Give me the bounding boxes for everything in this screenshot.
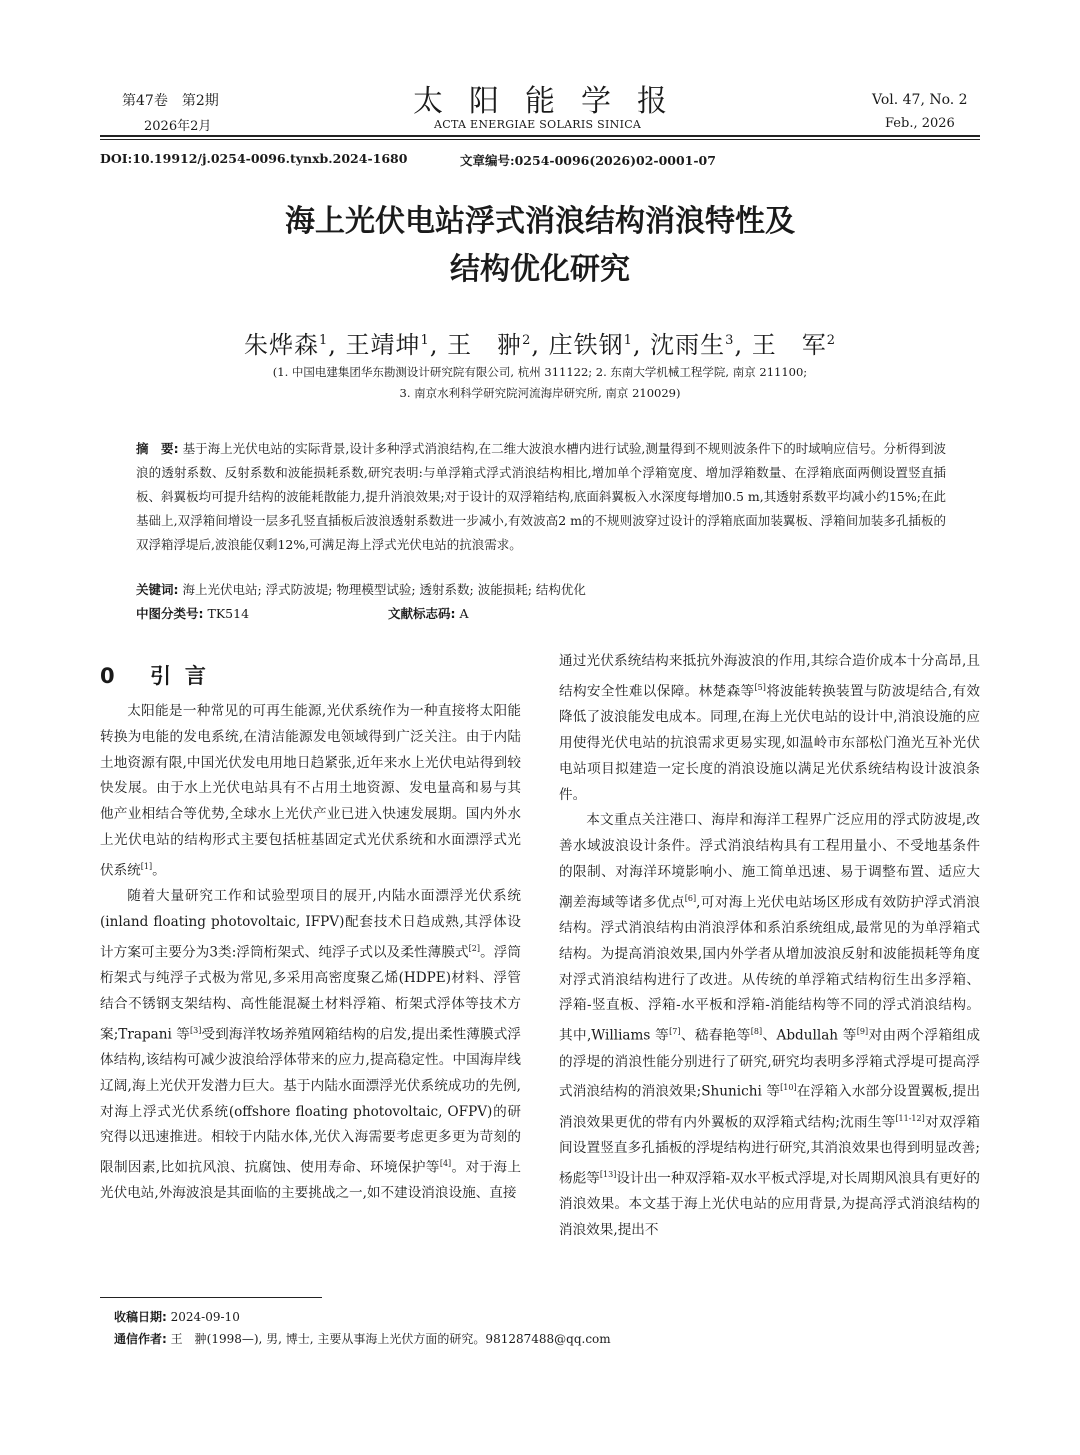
abstract-text: 基于海上光伏电站的实际背景,设计多种浮式消浪结构,在二维大波浪水槽内进行试验,测量得到不规则波条件下的时域响应信号。分析得到波浪的透射系数、反射系数和波能损耗系数,研究表明:与单浮箱式浮式消浪结构相比,增加单个浮箱宽度、增加浮箱数量、在浮箱底面两侧设置竖直插板、斜翼板均可提升结构的波能耗散能力,提升消浪效果;对于设计的双浮箱结构,底面斜翼板入水深度每增加0.5 m,其透射系数平均减小约15%;在此基础上,双浮箱间增设一层多孔竖直插板后波浪透射系数进一步减小,有效波高2 m的不规则波穿过设计的浮箱底面加装翼板、浮箱间加装多孔插板的双浮箱浮堤后,波浪能仅剩12%,可满足海上浮式光伏电站的抗浪需求。 (136, 441, 946, 552)
paragraph-text: 将波能转换装置与防波堤结合,有效降低了波浪能发电成本。同理,在海上光伏电站的设计中,消浪设施的应用使得光伏电站的抗浪需求更易实现,如温岭市东部松门渔光互补光伏电站项目拟建造一定长度的消浪设施以满足光伏系统结构设计波浪条件。 (559, 683, 980, 803)
author-affiliation: 1 (318, 333, 329, 348)
right-column (559, 649, 980, 1244)
author: 庄铁钢 (548, 331, 624, 359)
author: 沈雨生 (650, 331, 726, 359)
doi: DOI:10.19912/j.0254-0096.tynxb.2024-1680 (100, 151, 408, 166)
citation: [11-12] (895, 1113, 925, 1123)
paragraph-text: 。 (152, 862, 166, 879)
paragraph (100, 884, 521, 1207)
clc-code: TK514 (207, 606, 250, 621)
volume-issue-en: Vol. 47, No. 2 (872, 92, 968, 108)
paragraph-text: 、Abdullah 等 (762, 1027, 857, 1044)
received-label: 收稿日期: (114, 1310, 167, 1324)
paragraph-text: 设计出一种双浮箱-双水平板式浮堤,对长周期风浪具有更好的消浪效果。本文基于海上光伏电站的应用背景,为提高浮式消浪结构的消浪效果,提出不 (559, 1170, 980, 1238)
paragraph (559, 808, 980, 1243)
footnote-rule (100, 1297, 322, 1298)
keywords (136, 578, 946, 602)
article-number: 文章编号:0254-0096(2026)02-0001-07 (460, 153, 716, 168)
author: 朱烨森 (243, 331, 319, 359)
header-rule-thin (100, 139, 980, 140)
citation: [6] (684, 893, 697, 903)
corresponding-value: 王 翀(1998—), 男, 博士, 主要从事海上光伏方面的研究。981287488@qq.com (170, 1332, 611, 1346)
date-en: Feb., 2026 (885, 116, 955, 131)
author: 王靖坤 (345, 331, 421, 359)
keywords-label: 关键词: (136, 582, 179, 597)
section-title: 引言 (149, 664, 220, 688)
citation: [4] (439, 1159, 452, 1169)
clc-label: 中图分类号: (136, 606, 204, 621)
date-cn: 2026年2月 (144, 119, 212, 134)
author: 王 军 (751, 331, 827, 359)
author-affiliation: 3 (725, 333, 735, 348)
received-date (114, 1306, 240, 1328)
volume-issue-cn: 第47卷 第2期 (122, 93, 219, 109)
author-list: 朱烨森$^1$, 王靖坤$^1$, 王 翀$^2$, 庄铁钢$^1$, 沈雨生$^3$, 王 军$^2$ (243, 331, 836, 359)
paragraph (559, 649, 980, 808)
citation: [3] (190, 1025, 202, 1035)
affiliation-line1: (1. 中国电建集团华东勘测设计研究院有限公司, 杭州 311122; 2. 东南大学机械工程学院, 南京 211100; (272, 365, 808, 379)
citation: [9] (856, 1027, 869, 1037)
author-affiliation: 1 (623, 333, 633, 348)
paragraph-text: 在浮箱入水部分设置翼板,提出消浪效果更优的带有内外翼板的双浮箱式结构;沈雨生等 (559, 1083, 980, 1131)
received-value: 2024-09-10 (170, 1310, 240, 1324)
left-column (100, 699, 521, 1207)
paragraph-text: 本文重点关注港口、海岸和海洋工程界广泛应用的浮式防波堤,改善水域波浪设计条件。浮式消浪结构具有工程用量小、不受地基条件的限制、对海洋环境影响小、施工简单迅速、易于调整布置、适应大潮差海域等诸多优点 (559, 812, 980, 911)
paper-title-line1: 海上光伏电站浮式消浪结构消浪特性及 (285, 204, 795, 239)
section-heading (100, 660, 220, 690)
citation: [7] (669, 1027, 681, 1037)
paragraph-text: 随着大量研究工作和试验型项目的展开,内陆水面漂浮光伏系统(inland floating photovoltaic, IFPV)配套技术日趋成熟,其浮体设计方案可主要分为3类:浮筒桁架式、纯浮子式以及柔性薄膜式 (100, 888, 521, 961)
paragraph-text: 。浮筒桁架式与纯浮子式极为常见,多采用高密度聚乙烯(HDPE)材料、浮管结合不锈钢支架结构、高性能混凝土材料浮箱、桁架式浮体等技术方案;Trapani 等 (100, 944, 521, 1043)
paragraph-text: ,可对海上光伏电站场区形成有效防护浮式消浪结构。浮式消浪结构由消浪浮体和系泊系统组成,最常见的为单浮箱式结构。为提高消浪效果,国内外学者从增加波浪反射和波能损耗等角度对浮式消浪结构进行了改进。从传统的单浮箱式结构衍生出多浮箱、浮箱-竖直板、浮箱-水平板和浮箱-消能结构等不同的浮式消浪结构。其中,Williams 等 (559, 894, 980, 1044)
paper-title-line2: 结构优化研究 (450, 252, 630, 287)
author-affiliation: 2 (522, 333, 532, 348)
paragraph-text: 对双浮箱间设置竖直多孔插板的浮堤结构进行研究,其消浪效果也得到明显改善;杨彪等 (559, 1114, 981, 1187)
author-affiliation: 2 (826, 333, 836, 348)
paragraph-text: 对由两个浮箱组成的浮堤的消浪性能分别进行了研究,研究均表明多浮箱式浮堤可提高浮式消浪结构的消浪效果;Shunichi 等 (559, 1027, 981, 1100)
citation: [8] (750, 1027, 763, 1037)
abstract (136, 437, 946, 557)
author-affiliation: 1 (420, 333, 430, 348)
keywords-text: 海上光伏电站; 浮式防波堤; 物理模型试验; 透射系数; 波能损耗; 结构优化 (182, 582, 586, 597)
corresponding-author (114, 1328, 611, 1350)
corresponding-label: 通信作者: (114, 1332, 167, 1346)
affiliation-line2: 3. 南京水利科学研究院河流海岸研究所, 南京 210029) (399, 386, 681, 400)
paragraph-text: 。对于海上光伏电站,外海波浪是其面临的主要挑战之一,如不建设消浪设施、直接 (100, 1159, 521, 1202)
abstract-label: 摘 要: (136, 441, 179, 456)
citation: [10] (780, 1083, 797, 1093)
paragraph-text: 太阳能是一种常见的可再生能源,光伏系统作为一种直接将太阳能转换为电能的发电系统,在清洁能源发电领域得到广泛关注。由于内陆土地资源有限,中国光伏发电用地日趋紧张,近年来水上光伏电站得到较快发展。由于水上光伏电站具有不占用土地资源、发电量高和易与其他产业相结合等优势,全球水上光伏产业已进入快速发展期。国内外水上光伏电站的结构形式主要包括桩基固定式光伏系统和水面漂浮式光伏系统 (100, 703, 521, 879)
journal-title-cn: 太阳能学报 (413, 84, 693, 119)
paragraph (100, 699, 521, 884)
document-code (388, 602, 688, 626)
citation: [13] (599, 1169, 617, 1179)
section-number: 0 (100, 664, 129, 688)
journal-title-en: ACTA ENERGIAE SOLARIS SINICA (434, 118, 642, 131)
citation: [2] (468, 943, 480, 953)
citation: [1] (140, 861, 153, 871)
citation: [5] (754, 682, 766, 692)
paragraph-text: 通过光伏系统结构来抵抗外海波浪的作用,其综合造价成本十分高昂,且结构安全性难以保障。林楚森等 (559, 653, 980, 700)
author: 王 翀 (447, 331, 523, 359)
doc-code-label: 文献标志码: (388, 606, 456, 621)
paragraph-text: 受到海洋牧场养殖网箱结构的启发,提出柔性薄膜式浮体结构,该结构可减少波浪给浮体带来的应力,提高稳定性。中国海岸线辽阔,海上光伏开发潜力巨大。基于内陆水面漂浮光伏系统成功的先例,对海上浮式光伏系统(offshore floating photovoltaic, OFPV)的研究得以迅速推进。相较于内陆水体,光伏入海需要考虑更多更为苛刻的限制因素,比如抗风浪、抗腐蚀、使用寿命、环境保护等 (100, 1026, 522, 1176)
header-rule-thick (100, 135, 980, 137)
doc-code: A (459, 606, 469, 621)
paragraph-text: 、嵇春艳等 (680, 1027, 751, 1044)
